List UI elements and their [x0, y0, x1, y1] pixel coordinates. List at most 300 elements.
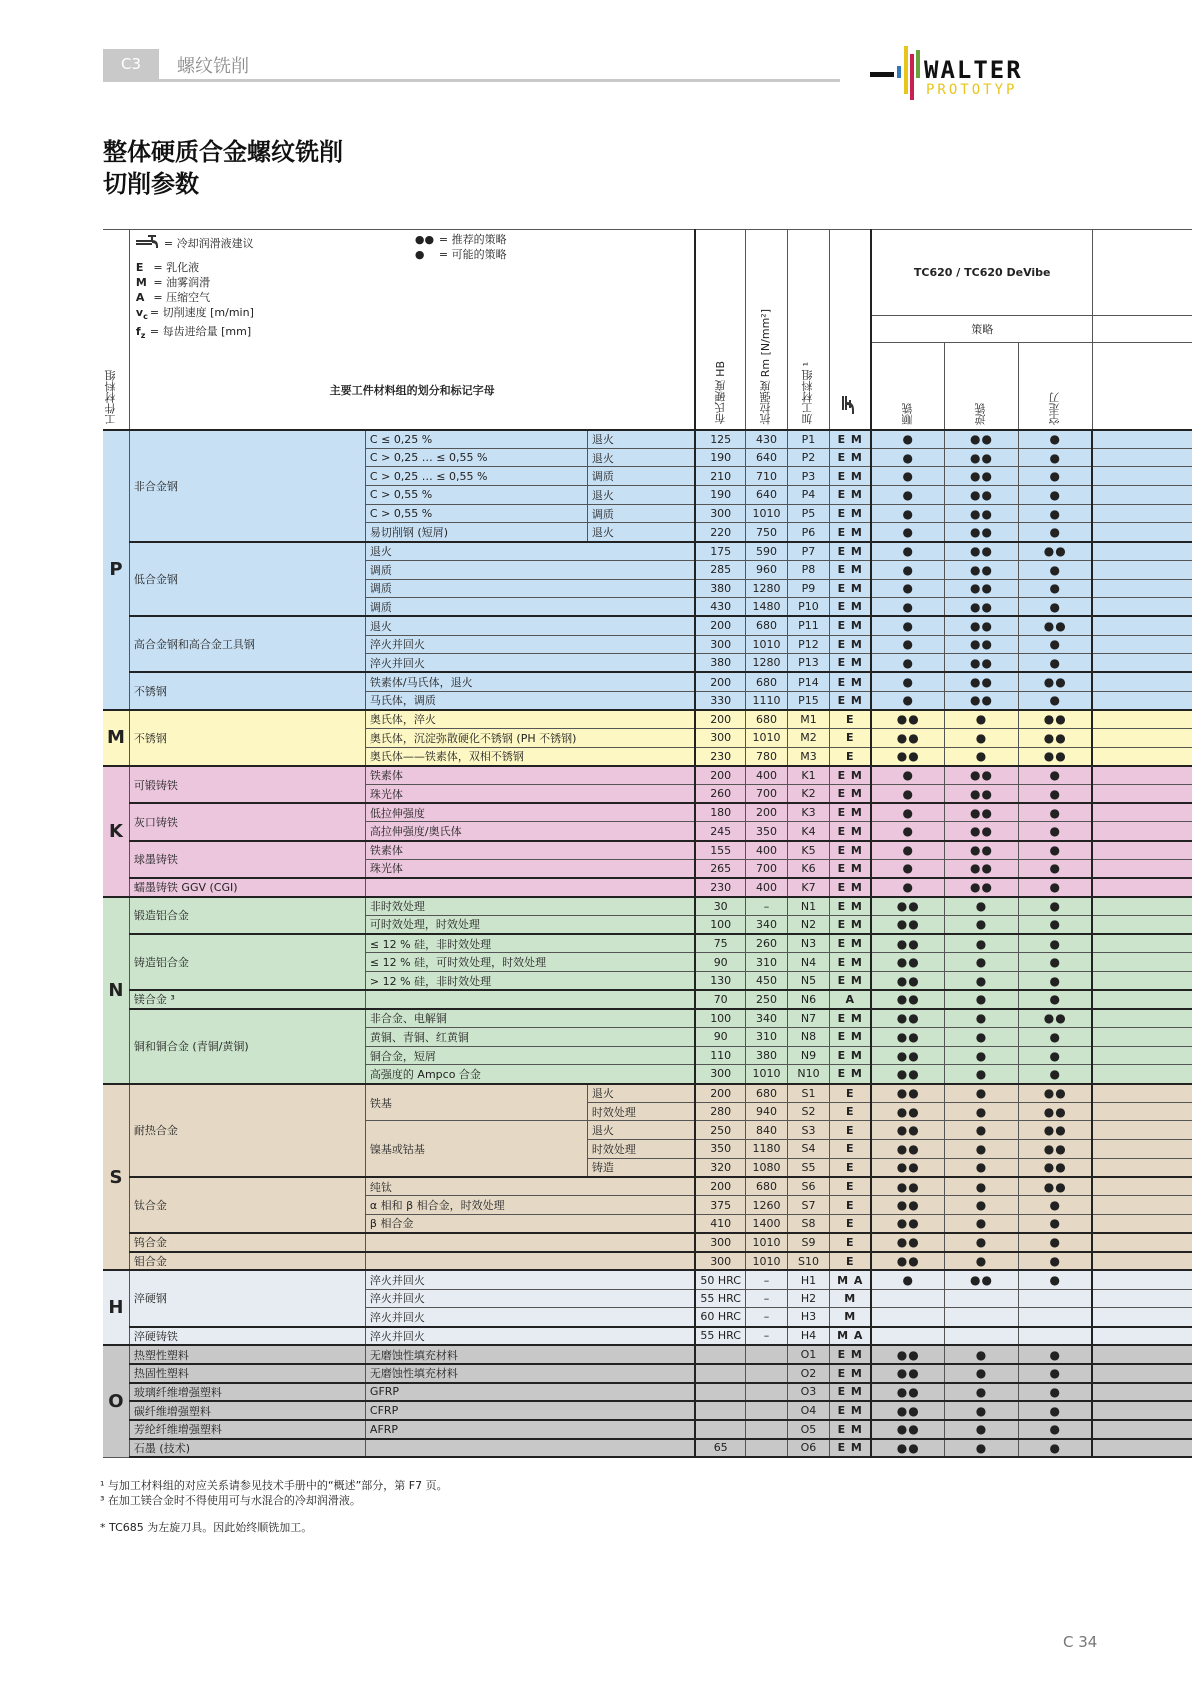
idle-pass [1018, 1327, 1092, 1346]
idle-pass: ● [1018, 430, 1092, 449]
conventional-milling [944, 1327, 1018, 1346]
coolant: E M [829, 467, 871, 486]
coolant: E [829, 710, 871, 729]
conventional-milling: ● [944, 1196, 1018, 1215]
material-group-code: N1 [787, 897, 829, 916]
tensile-strength: – [745, 1270, 787, 1289]
hardness-hb [695, 1345, 745, 1364]
idle-pass: ● [1018, 915, 1092, 934]
conventional-milling: ●● [944, 542, 1018, 561]
coolant: A [829, 990, 871, 1009]
climb-milling: ● [871, 616, 944, 635]
coolant: E M [829, 1439, 871, 1458]
conventional-milling: ● [944, 710, 1018, 729]
conventional-milling: ● [944, 1383, 1018, 1402]
sub-material: 淬火并回火 [365, 1270, 695, 1289]
climb-milling: ● [871, 467, 944, 486]
sub-material: 珠光体 [365, 785, 695, 804]
main-material: 钛合金 [129, 1177, 365, 1233]
material-group-code: K4 [787, 822, 829, 841]
treatment: 调质 [587, 467, 695, 486]
idle-pass: ● [1018, 841, 1092, 860]
climb-milling: ●● [871, 1009, 944, 1028]
hardness-hb: 200 [695, 672, 745, 691]
hardness-hb: 210 [695, 467, 745, 486]
group-letter-P: P [103, 430, 129, 710]
sub-material: 铁素体/马氏体，退火 [365, 672, 695, 691]
tensile-strength: 350 [745, 822, 787, 841]
sub-material [365, 990, 695, 1009]
material-group-code: P3 [787, 467, 829, 486]
idle-pass: ● [1018, 560, 1092, 579]
coolant: E M [829, 1420, 871, 1439]
main-material: 淬硬钢 [129, 1270, 365, 1326]
hardness-hb: 200 [695, 616, 745, 635]
conventional-milling: ●● [944, 560, 1018, 579]
table-row [103, 616, 1192, 635]
idle-pass: ● [1018, 504, 1092, 523]
tensile-strength: – [745, 897, 787, 916]
material-group-code: S8 [787, 1214, 829, 1233]
coolant: E [829, 1214, 871, 1233]
table-row [103, 1345, 1192, 1364]
material-group-code: N4 [787, 953, 829, 972]
idle-pass: ●● [1018, 1177, 1092, 1196]
hardness-hb: 55 HRC [695, 1327, 745, 1346]
sub-material: CFRP [365, 1401, 695, 1420]
climb-milling: ● [871, 878, 944, 897]
sub-material: 淬火并回火 [365, 635, 695, 654]
climb-milling: ● [871, 598, 944, 617]
material-group-code: O2 [787, 1364, 829, 1383]
idle-pass: ●● [1018, 710, 1092, 729]
idle-pass: ● [1018, 1345, 1092, 1364]
tensile-strength: 400 [745, 878, 787, 897]
tensile-strength: 680 [745, 616, 787, 635]
hb-header: 布氏硬度 HB [695, 230, 745, 430]
sub-material: 无磨蚀性填充材料 [365, 1345, 695, 1364]
idle-pass: ● [1018, 1028, 1092, 1047]
material-group-code: K1 [787, 766, 829, 785]
tensile-strength: 1010 [745, 1252, 787, 1271]
legend-cell [129, 230, 695, 430]
coolant: E M [829, 915, 871, 934]
idle-pass: ●● [1018, 672, 1092, 691]
coolant: E [829, 1252, 871, 1271]
conventional-milling-header: 逆铣 [944, 343, 1018, 430]
conventional-milling: ● [944, 747, 1018, 766]
tensile-strength: 340 [745, 1009, 787, 1028]
sub-material: 低拉伸强度 [365, 803, 695, 822]
idle-pass: ●● [1018, 1121, 1092, 1140]
coolant: E M [829, 448, 871, 467]
hardness-hb: 60 HRC [695, 1308, 745, 1327]
material-group-code: S2 [787, 1102, 829, 1121]
page-number: C 34 [1063, 1633, 1098, 1651]
group-header: 工件材料组 [103, 230, 129, 430]
conventional-milling: ●● [944, 859, 1018, 878]
sub-material: GFRP [365, 1383, 695, 1402]
climb-milling: ●● [871, 1252, 944, 1271]
material-group-code: S10 [787, 1252, 829, 1271]
climb-milling: ●● [871, 1102, 944, 1121]
main-material: 热固性塑料 [129, 1364, 365, 1383]
conventional-milling: ● [944, 1028, 1018, 1047]
climb-milling: ● [871, 542, 944, 561]
idle-pass: ● [1018, 1439, 1092, 1458]
climb-milling: ●● [871, 729, 944, 748]
climb-milling: ●● [871, 1383, 944, 1402]
material-group-code: N10 [787, 1065, 829, 1084]
group-letter-N: N [103, 897, 129, 1084]
hardness-hb: 130 [695, 971, 745, 990]
hardness-hb: 125 [695, 430, 745, 449]
coolant: E [829, 1084, 871, 1103]
conventional-milling: ●● [944, 467, 1018, 486]
hardness-hb: 350 [695, 1140, 745, 1159]
tensile-strength: 1260 [745, 1196, 787, 1215]
idle-pass: ● [1018, 1046, 1092, 1065]
material-group-code: P9 [787, 579, 829, 598]
idle-pass: ● [1018, 822, 1092, 841]
coolant: M A [829, 1270, 871, 1289]
sub-material: C > 0,25 … ≤ 0,55 % [365, 448, 587, 467]
main-material: 不锈钢 [129, 672, 365, 709]
main-material: 灰口铸铁 [129, 803, 365, 840]
sub-material: 非合金、电解铜 [365, 1009, 695, 1028]
tensile-strength [745, 1401, 787, 1420]
main-material: 钨合金 [129, 1233, 365, 1252]
conventional-milling: ● [944, 1345, 1018, 1364]
hardness-hb: 75 [695, 934, 745, 953]
idle-pass: ● [1018, 467, 1092, 486]
coolant: E [829, 1177, 871, 1196]
hardness-hb: 190 [695, 448, 745, 467]
tensile-strength: 590 [745, 542, 787, 561]
hardness-hb: 300 [695, 1252, 745, 1271]
climb-milling [871, 1327, 944, 1346]
main-material: 热塑性塑料 [129, 1345, 365, 1364]
idle-pass: ● [1018, 990, 1092, 1009]
sub-material: β 相合金 [365, 1214, 695, 1233]
conventional-milling: ●● [944, 616, 1018, 635]
coolant: E M [829, 579, 871, 598]
material-group-code: S3 [787, 1121, 829, 1140]
sub-material: 调质 [365, 598, 695, 617]
idle-pass: ● [1018, 1401, 1092, 1420]
coolant: E M [829, 897, 871, 916]
tensile-strength: 380 [745, 1046, 787, 1065]
main-material: 蠕墨铸铁 GGV (CGI) [129, 878, 365, 897]
table-row [103, 1177, 1192, 1196]
idle-pass: ● [1018, 953, 1092, 972]
idle-pass: ● [1018, 1270, 1092, 1289]
conventional-milling: ●● [944, 1270, 1018, 1289]
treatment: 退火 [587, 1084, 695, 1103]
tensile-strength: 430 [745, 430, 787, 449]
conventional-milling: ● [944, 1084, 1018, 1103]
idle-pass: ●● [1018, 1140, 1092, 1159]
hardness-hb: 70 [695, 990, 745, 1009]
main-material: 淬硬铸铁 [129, 1327, 365, 1346]
material-group-code: P6 [787, 523, 829, 542]
coolant: E M [829, 1345, 871, 1364]
rm-header: 抗拉强度 Rm [N/mm²] [745, 230, 787, 430]
material-group-code: K5 [787, 841, 829, 860]
climb-milling: ●● [871, 747, 944, 766]
treatment: 调质 [587, 504, 695, 523]
sub-material: AFRP [365, 1420, 695, 1439]
table-row [103, 990, 1192, 1009]
sub-material: 淬火并回火 [365, 1308, 695, 1327]
material-group-code: O4 [787, 1401, 829, 1420]
idle-pass: ●● [1018, 542, 1092, 561]
main-material: 镁合金 ³ [129, 990, 365, 1009]
classification-header: 主要工件材料组的划分和标记字母 [329, 384, 495, 397]
climb-milling: ●● [871, 1065, 944, 1084]
conventional-milling: ● [944, 897, 1018, 916]
tensile-strength: 1400 [745, 1214, 787, 1233]
sub-material: α 相和 β 相合金，时效处理 [365, 1196, 695, 1215]
conventional-milling: ●● [944, 486, 1018, 505]
climb-milling [871, 1289, 944, 1308]
material-group-code: N2 [787, 915, 829, 934]
coolant: E M [829, 598, 871, 617]
coolant: E [829, 1158, 871, 1177]
coolant: E M [829, 934, 871, 953]
page-title [103, 136, 343, 200]
coolant: E M [829, 1046, 871, 1065]
climb-milling: ●● [871, 1046, 944, 1065]
tensile-strength: 840 [745, 1121, 787, 1140]
hardness-hb: 50 HRC [695, 1270, 745, 1289]
idle-pass: ● [1018, 766, 1092, 785]
idle-pass: ● [1018, 523, 1092, 542]
hardness-hb: 260 [695, 785, 745, 804]
tensile-strength: 700 [745, 859, 787, 878]
main-material: 高合金钢和高合金工具钢 [129, 616, 365, 672]
material-group-code: S7 [787, 1196, 829, 1215]
coolant: E M [829, 878, 871, 897]
material-group-code: S4 [787, 1140, 829, 1159]
chapter-tab: C3 [103, 49, 159, 79]
conventional-milling [944, 1289, 1018, 1308]
sub-material: 马氏体，调质 [365, 691, 695, 710]
climb-milling: ● [871, 691, 944, 710]
material-group-code: H3 [787, 1308, 829, 1327]
conventional-milling: ●● [944, 598, 1018, 617]
idle-pass: ● [1018, 859, 1092, 878]
sub-material [365, 878, 695, 897]
conventional-milling: ●● [944, 803, 1018, 822]
legend-right: ●● = 推荐的策略 ● = 可能的策略 [414, 233, 507, 261]
material-group-code: P1 [787, 430, 829, 449]
coolant: E M [829, 635, 871, 654]
hardness-hb: 110 [695, 1046, 745, 1065]
climb-milling: ● [871, 448, 944, 467]
material-group-code: H2 [787, 1289, 829, 1308]
treatment: 退火 [587, 1121, 695, 1140]
main-material: 可锻铸铁 [129, 766, 365, 803]
coolant: E M [829, 504, 871, 523]
sub-material: C > 0,55 % [365, 486, 587, 505]
material-group-code: K2 [787, 785, 829, 804]
section-title: 螺纹铣削 [177, 56, 249, 77]
coolant: E M [829, 560, 871, 579]
sub-material: 高强度的 Ampco 合金 [365, 1065, 695, 1084]
idle-pass [1018, 1289, 1092, 1308]
material-group-code: O5 [787, 1420, 829, 1439]
tensile-strength: 1110 [745, 691, 787, 710]
table-row [103, 542, 1192, 561]
material-group-code: P12 [787, 635, 829, 654]
material-group-code: S9 [787, 1233, 829, 1252]
conventional-milling: ●● [944, 672, 1018, 691]
hardness-hb: 100 [695, 915, 745, 934]
table-row [103, 1364, 1192, 1383]
tensile-strength [745, 1383, 787, 1402]
conventional-milling: ● [944, 1102, 1018, 1121]
coolant: M A [829, 1327, 871, 1346]
conventional-milling: ●● [944, 654, 1018, 673]
conventional-milling: ● [944, 990, 1018, 1009]
conventional-milling: ● [944, 1233, 1018, 1252]
idle-pass: ● [1018, 878, 1092, 897]
idle-pass: ●● [1018, 1009, 1092, 1028]
strategy-header: 策略 [871, 316, 1092, 343]
tensile-strength: 200 [745, 803, 787, 822]
sub-material: C ≤ 0,25 % [365, 430, 587, 449]
climb-milling: ● [871, 841, 944, 860]
table-row [103, 1439, 1192, 1458]
idle-pass: ●● [1018, 747, 1092, 766]
tensile-strength: 1080 [745, 1158, 787, 1177]
coolant: E M [829, 691, 871, 710]
sub-material: 黄铜、青铜、红黄铜 [365, 1028, 695, 1047]
material-group-code: S1 [787, 1084, 829, 1103]
tensile-strength: 640 [745, 486, 787, 505]
sub-material: 纯钛 [365, 1177, 695, 1196]
idle-pass: ● [1018, 897, 1092, 916]
tensile-strength: – [745, 1289, 787, 1308]
climb-milling: ●● [871, 1140, 944, 1159]
hardness-hb: 175 [695, 542, 745, 561]
tensile-strength: 340 [745, 915, 787, 934]
climb-milling: ●● [871, 1420, 944, 1439]
main-material: 耐热合金 [129, 1084, 365, 1177]
coolant: E M [829, 616, 871, 635]
coolant: E M [829, 1383, 871, 1402]
idle-pass: ● [1018, 934, 1092, 953]
tensile-strength: 1010 [745, 1233, 787, 1252]
conventional-milling: ●● [944, 635, 1018, 654]
main-material: 球墨铸铁 [129, 841, 365, 878]
material-group-code: M2 [787, 729, 829, 748]
coolant: E M [829, 971, 871, 990]
material-group-code: N8 [787, 1028, 829, 1047]
tensile-strength: 1180 [745, 1140, 787, 1159]
tensile-strength: 250 [745, 990, 787, 1009]
sub-material [365, 1252, 695, 1271]
climb-milling: ● [871, 635, 944, 654]
tool-header: TC620 / TC620 DeVibe [871, 230, 1092, 316]
idle-pass: ● [1018, 1065, 1092, 1084]
table-row [103, 1383, 1192, 1402]
material-group-code: K3 [787, 803, 829, 822]
coolant: E [829, 729, 871, 748]
material-group-code: H1 [787, 1270, 829, 1289]
idle-pass: ● [1018, 1420, 1092, 1439]
conventional-milling: ●● [944, 430, 1018, 449]
coolant: E [829, 1140, 871, 1159]
idle-pass: ● [1018, 1233, 1092, 1252]
climb-milling: ● [871, 523, 944, 542]
climb-milling: ●● [871, 915, 944, 934]
hardness-hb: 100 [695, 1009, 745, 1028]
tensile-strength: 1010 [745, 729, 787, 748]
table-row [103, 878, 1192, 897]
hardness-hb: 280 [695, 1102, 745, 1121]
table-row [103, 1401, 1192, 1420]
hardness-hb: 265 [695, 859, 745, 878]
hardness-hb: 300 [695, 729, 745, 748]
climb-milling: ●● [871, 1084, 944, 1103]
tensile-strength: 1010 [745, 504, 787, 523]
table-row [103, 1327, 1192, 1346]
hardness-hb: 200 [695, 1177, 745, 1196]
climb-milling: ●● [871, 897, 944, 916]
material-group-code: H4 [787, 1327, 829, 1346]
coolant: E M [829, 1065, 871, 1084]
hardness-hb: 220 [695, 523, 745, 542]
material-group-code: P11 [787, 616, 829, 635]
climb-milling: ●● [871, 934, 944, 953]
conventional-milling: ● [944, 1158, 1018, 1177]
climb-milling: ●● [871, 1233, 944, 1252]
idle-pass: ● [1018, 635, 1092, 654]
material-group-code: P2 [787, 448, 829, 467]
material-group-code: K7 [787, 878, 829, 897]
idle-pass: ● [1018, 691, 1092, 710]
table-row [103, 934, 1192, 953]
climb-milling: ● [871, 785, 944, 804]
coolant: E M [829, 841, 871, 860]
material-group-code: O3 [787, 1383, 829, 1402]
coolant: E M [829, 766, 871, 785]
conventional-milling: ● [944, 1140, 1018, 1159]
sub-material: 调质 [365, 560, 695, 579]
hardness-hb: 30 [695, 897, 745, 916]
conventional-milling: ● [944, 1420, 1018, 1439]
climb-milling: ● [871, 822, 944, 841]
sub-material: ≤ 12 % 硅，非时效处理 [365, 934, 695, 953]
hardness-hb: 380 [695, 654, 745, 673]
treatment: 退火 [587, 448, 695, 467]
table-row [103, 841, 1192, 860]
svg-text:WALTER: WALTER [924, 56, 1023, 84]
conventional-milling: ●● [944, 841, 1018, 860]
coolant: E M [829, 1028, 871, 1047]
hardness-hb: 380 [695, 579, 745, 598]
treatment: 退火 [587, 523, 695, 542]
legend-left: = 冷却润滑液建议 E = 乳化液 M = 油雾润滑 A = 压缩空气 $v_c$ = 切削速度 [m/min] $f_z$ = 每齿进给量 [mm] [136, 234, 254, 343]
climb-milling: ●● [871, 971, 944, 990]
sub-material: 淬火并回火 [365, 1289, 695, 1308]
main-material: 碳纤维增强塑料 [129, 1401, 365, 1420]
tensile-strength: 700 [745, 785, 787, 804]
table-row [103, 1270, 1192, 1289]
sub-material: ≤ 12 % 硅，可时效处理，时效处理 [365, 953, 695, 972]
